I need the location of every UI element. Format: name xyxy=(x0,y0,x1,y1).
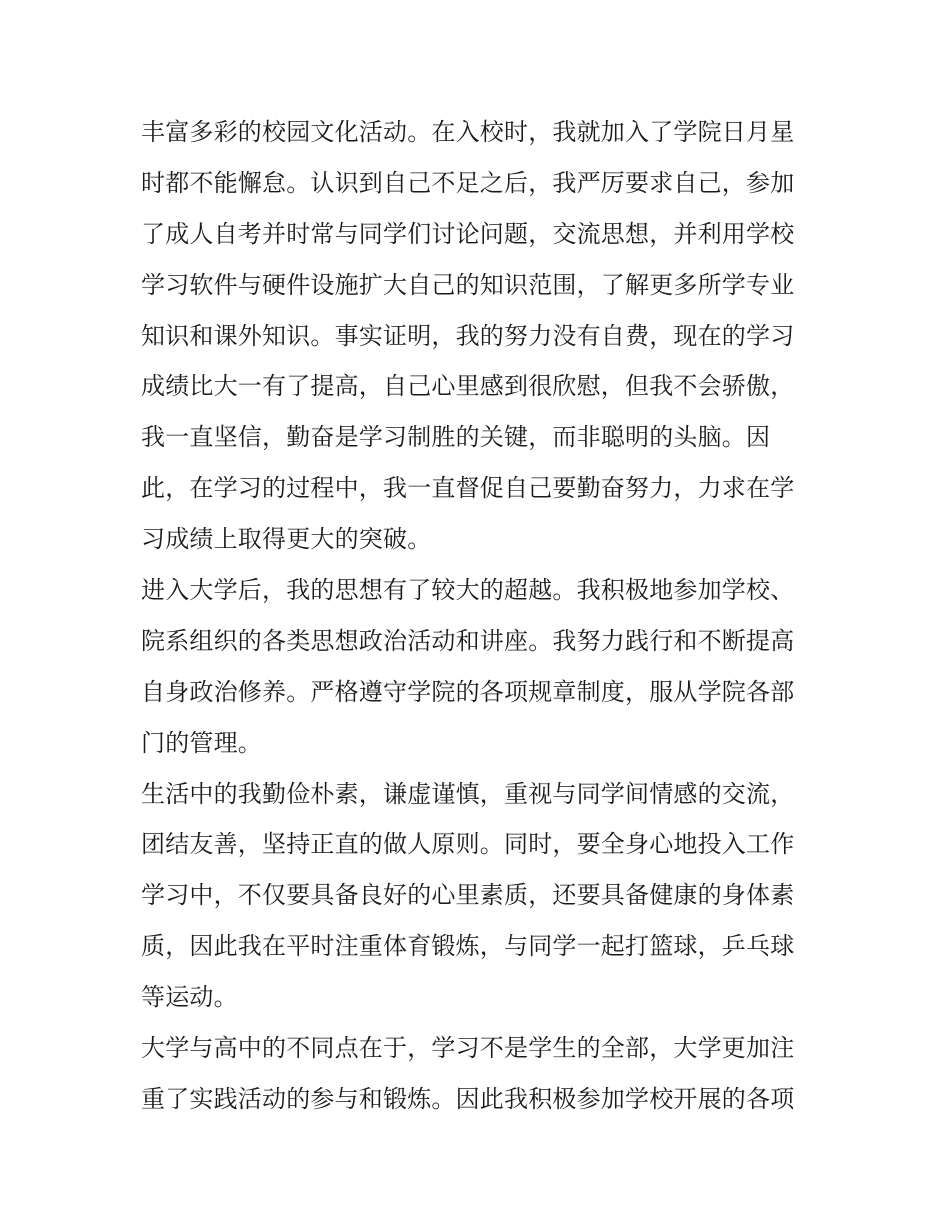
text-line: 习成绩上取得更大的突破。 xyxy=(141,525,432,554)
text-line: 自身政治修养。严格遵守学院的各项规章制度，服从学院各部 xyxy=(141,677,795,706)
text-line: 知识和课外知识。事实证明，我的努力没有自费，现在的学习 xyxy=(141,321,795,350)
text-line: 我一直坚信，勤奋是学习制胜的关键，而非聪明的头脑。因 xyxy=(141,423,771,452)
text-line: 学习中，不仅要具备良好的心里素质，还要具备健康的身体素 xyxy=(141,881,795,910)
text-line: 质，因此我在平时注重体育锻炼，与同学一起打篮球，乒乓球 xyxy=(141,932,795,961)
text-line: 门的管理。 xyxy=(141,728,262,757)
document-body xyxy=(141,107,821,1125)
text-line: 大学与高中的不同点在于，学习不是学生的全部，大学更加注 xyxy=(141,1034,795,1063)
text-line: 生活中的我勤俭朴素，谦虚谨慎，重视与同学间情感的交流， xyxy=(141,779,795,808)
text-line: 学习软件与硬件设施扩大自己的知识范围，了解更多所学专业 xyxy=(141,270,795,299)
text-line: 时都不能懈怠。认识到自己不足之后，我严厉要求自己，参加 xyxy=(141,168,795,197)
text-line: 团结友善，坚持正直的做人原则。同时，要全身心地投入工作 xyxy=(141,830,795,859)
text-line: 院系组织的各类思想政治活动和讲座。我努力践行和不断提高 xyxy=(141,626,795,655)
text-line: 进入大学后，我的思想有了较大的超越。我积极地参加学校、 xyxy=(141,576,795,605)
text-line: 成绩比大一有了提高，自己心里感到很欣慰，但我不会骄傲， xyxy=(141,372,795,401)
text-line: 了成人自考并时常与同学们讨论问题，交流思想，并利用学校 xyxy=(141,219,795,248)
text-line: 重了实践活动的参与和锻炼。因此我积极参加学校开展的各项 xyxy=(141,1084,795,1113)
text-line: 丰富多彩的校园文化活动。在入校时，我就加入了学院日月星 xyxy=(141,118,795,146)
text-line: 等运动。 xyxy=(141,983,238,1012)
text-line: 此，在学习的过程中，我一直督促自己要勤奋努力，力求在学 xyxy=(141,474,795,503)
